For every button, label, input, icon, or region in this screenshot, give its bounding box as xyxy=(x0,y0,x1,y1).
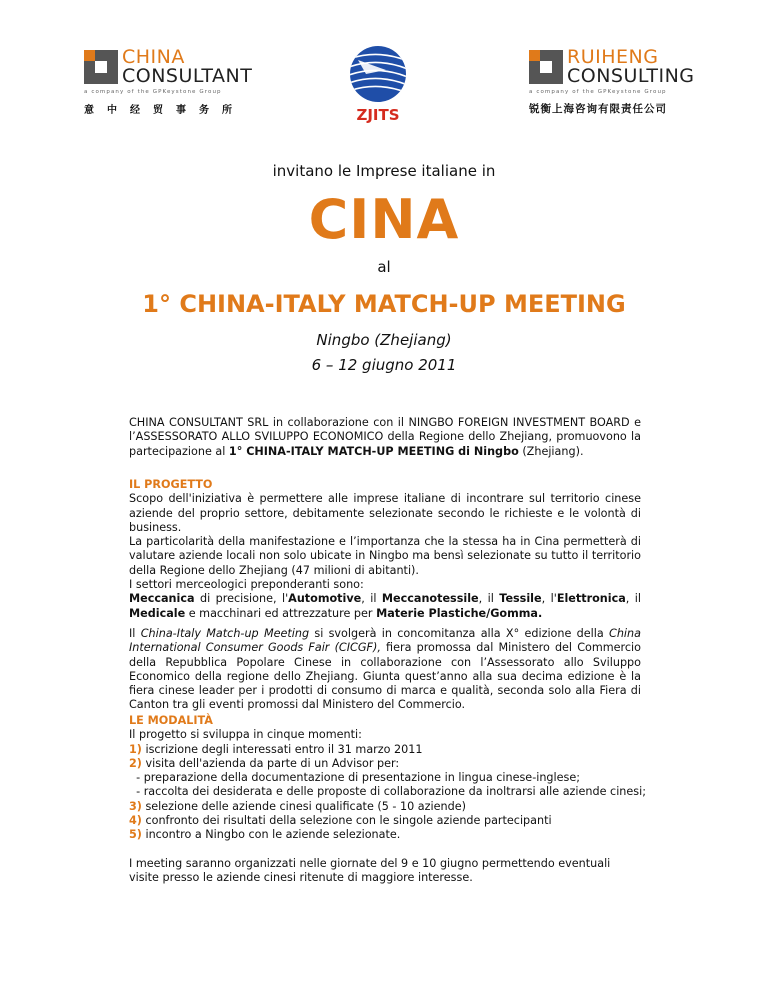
sectors-intro: I settori merceologici preponderanti sono: xyxy=(129,578,364,592)
progetto-section xyxy=(129,478,641,713)
fair-text-a: Il xyxy=(129,626,141,640)
modalita-item xyxy=(129,800,641,814)
modalita-heading: LE MODALITÀ xyxy=(129,714,213,727)
sectors-list xyxy=(129,592,641,621)
zjits-logo xyxy=(336,40,420,124)
country-title: CINA xyxy=(308,188,460,251)
progetto-p2: La particolarità della manifestazione e l’importanza che la stessa ha in Cina permetterà di valutare aziende locali non solo ubicate in Ningbo ma bensì selezionate su tutto il territorio della Regione dello Zhejiang (47 milioni di abitanti). xyxy=(129,535,641,577)
item-number: 4) xyxy=(129,814,142,828)
sector-sep: , il xyxy=(625,592,641,606)
sector-meccanica: Meccanica xyxy=(129,592,195,606)
sector-elettronica: Elettronica xyxy=(556,592,626,606)
modalita-section xyxy=(129,714,646,885)
logo-brand-line1: RUIHENG xyxy=(567,46,659,68)
squares-logo-icon xyxy=(529,50,563,84)
item-number: 1) xyxy=(129,742,142,756)
intro-text-a: CHINA CONSULTANT SRL in collaborazione con il NINGBO FOREIGN INVESTMENT BOARD e l’ASSESSORATO ALLO SVILUPPO ECONOMICO della Regione dello Zhejiang, promuovono la partecipazione al xyxy=(129,416,641,458)
sector-sep: , il xyxy=(361,592,382,606)
sector-medicale: Medicale xyxy=(129,606,186,620)
item-text: confronto dei risultati della selezione con le singole aziende partecipanti xyxy=(141,814,552,828)
item-text: selezione delle aziende cinesi qualificate (5 - 10 aziende) xyxy=(141,799,466,813)
sector-tessile: Tessile xyxy=(499,592,542,606)
intro-bold: 1° CHINA-ITALY MATCH-UP MEETING di Ningbo xyxy=(228,444,519,458)
progetto-p1: Scopo dell'iniziativa è permettere alle imprese italiane di incontrare sul territorio cinese aziende del proprio settore, debitamente selezionate secondo le richieste e le volontà di business. xyxy=(129,492,641,534)
sector-sep: , l' xyxy=(541,592,557,606)
logo-chinese-name: 锐衡上海咨询有限责任公司 xyxy=(529,103,667,115)
sector-sep: di precisione, l' xyxy=(194,592,289,606)
sector-meccanotessile: Meccanotessile xyxy=(381,592,479,606)
fair-italic-2: China International Consumer Goods Fair (CICGF), xyxy=(129,626,641,655)
modalita-subitem xyxy=(129,785,646,799)
sector-sep: e macchinari ed attrezzature per xyxy=(185,606,377,620)
item-number: 2) xyxy=(129,756,142,770)
modalita-item xyxy=(129,814,641,828)
china-consultant-logo xyxy=(84,48,259,116)
event-title: 1° CHINA-ITALY MATCH-UP MEETING xyxy=(142,290,626,318)
sector-plastiche: Materie Plastiche/Gomma. xyxy=(376,606,543,620)
logo-brand-line2: CONSULTANT xyxy=(122,65,253,87)
ruiheng-consulting-logo xyxy=(529,48,704,116)
zjits-text: ZJITS xyxy=(356,106,400,124)
intro-line: invitano le Imprese italiane in xyxy=(272,162,496,180)
item-number: 3) xyxy=(129,799,142,813)
fair-italic-1: China-Italy Match-up Meeting xyxy=(140,626,310,640)
modalita-item xyxy=(129,743,641,757)
item-text: visita dell'azienda da parte di un Advisor per: xyxy=(141,756,400,770)
sector-automotive: Automotive xyxy=(288,592,362,606)
modalita-item xyxy=(129,828,641,842)
modalita-item xyxy=(129,757,641,771)
item-text: - preparazione della documentazione di presentazione in lingua cinese-inglese; xyxy=(129,771,581,785)
item-number: 5) xyxy=(129,828,142,842)
item-text: incontro a Ningbo con le aziende selezionate. xyxy=(141,828,401,842)
event-city: Ningbo (Zhejiang) xyxy=(316,331,452,349)
sector-sep: , il xyxy=(478,592,500,606)
event-dates: 6 – 12 giugno 2011 xyxy=(311,356,457,374)
progetto-heading: IL PROGETTO xyxy=(129,478,213,491)
logo-tagline: a company of the GPKeystone Group xyxy=(84,89,222,95)
intro-paragraph xyxy=(129,416,641,459)
logo-brand-line1: CHINA xyxy=(122,46,185,68)
modalita-subitem xyxy=(129,771,641,785)
intro-text-b: (Zhejiang). xyxy=(518,444,584,458)
item-text: - raccolta dei desiderata e delle proposte di collaborazione da inoltrarsi alle aziende cinesi; xyxy=(129,785,646,799)
fair-paragraph xyxy=(129,627,641,713)
modalita-intro: Il progetto si sviluppa in cinque momenti: xyxy=(129,728,362,742)
logo-chinese-name: 意中经贸事务所 xyxy=(84,105,245,116)
al-text: al xyxy=(377,258,391,276)
item-text: iscrizione degli interessati entro il 31 marzo 2011 xyxy=(141,742,423,756)
logo-tagline: a company of the GPKeystone Group xyxy=(529,89,667,95)
fair-text-c: fiera promossa dal Ministero del Commercio della Repubblica Popolare Cinese in collaborazione con l’Assessorato allo Sviluppo Economico della regione dello Zhejiang. Giunta quest’anno alla sua decima edizione è la fiera cinese leader per i prodotti di consumo di marca e qualità, seconda solo alla Fiera di Canton tra gli eventi promossi dal Ministero del Commercio. xyxy=(129,641,641,712)
fair-text-b: si svolgerà in concomitanza alla X° edizione della xyxy=(309,626,610,640)
globe-icon xyxy=(336,40,420,124)
closing-paragraph: I meeting saranno organizzati nelle giornate del 9 e 10 giugno permettendo eventuali visite presso le aziende cinesi ritenute di maggiore interesse. xyxy=(129,856,611,884)
logo-brand-line2: CONSULTING xyxy=(567,65,695,87)
squares-logo-icon xyxy=(84,50,118,84)
